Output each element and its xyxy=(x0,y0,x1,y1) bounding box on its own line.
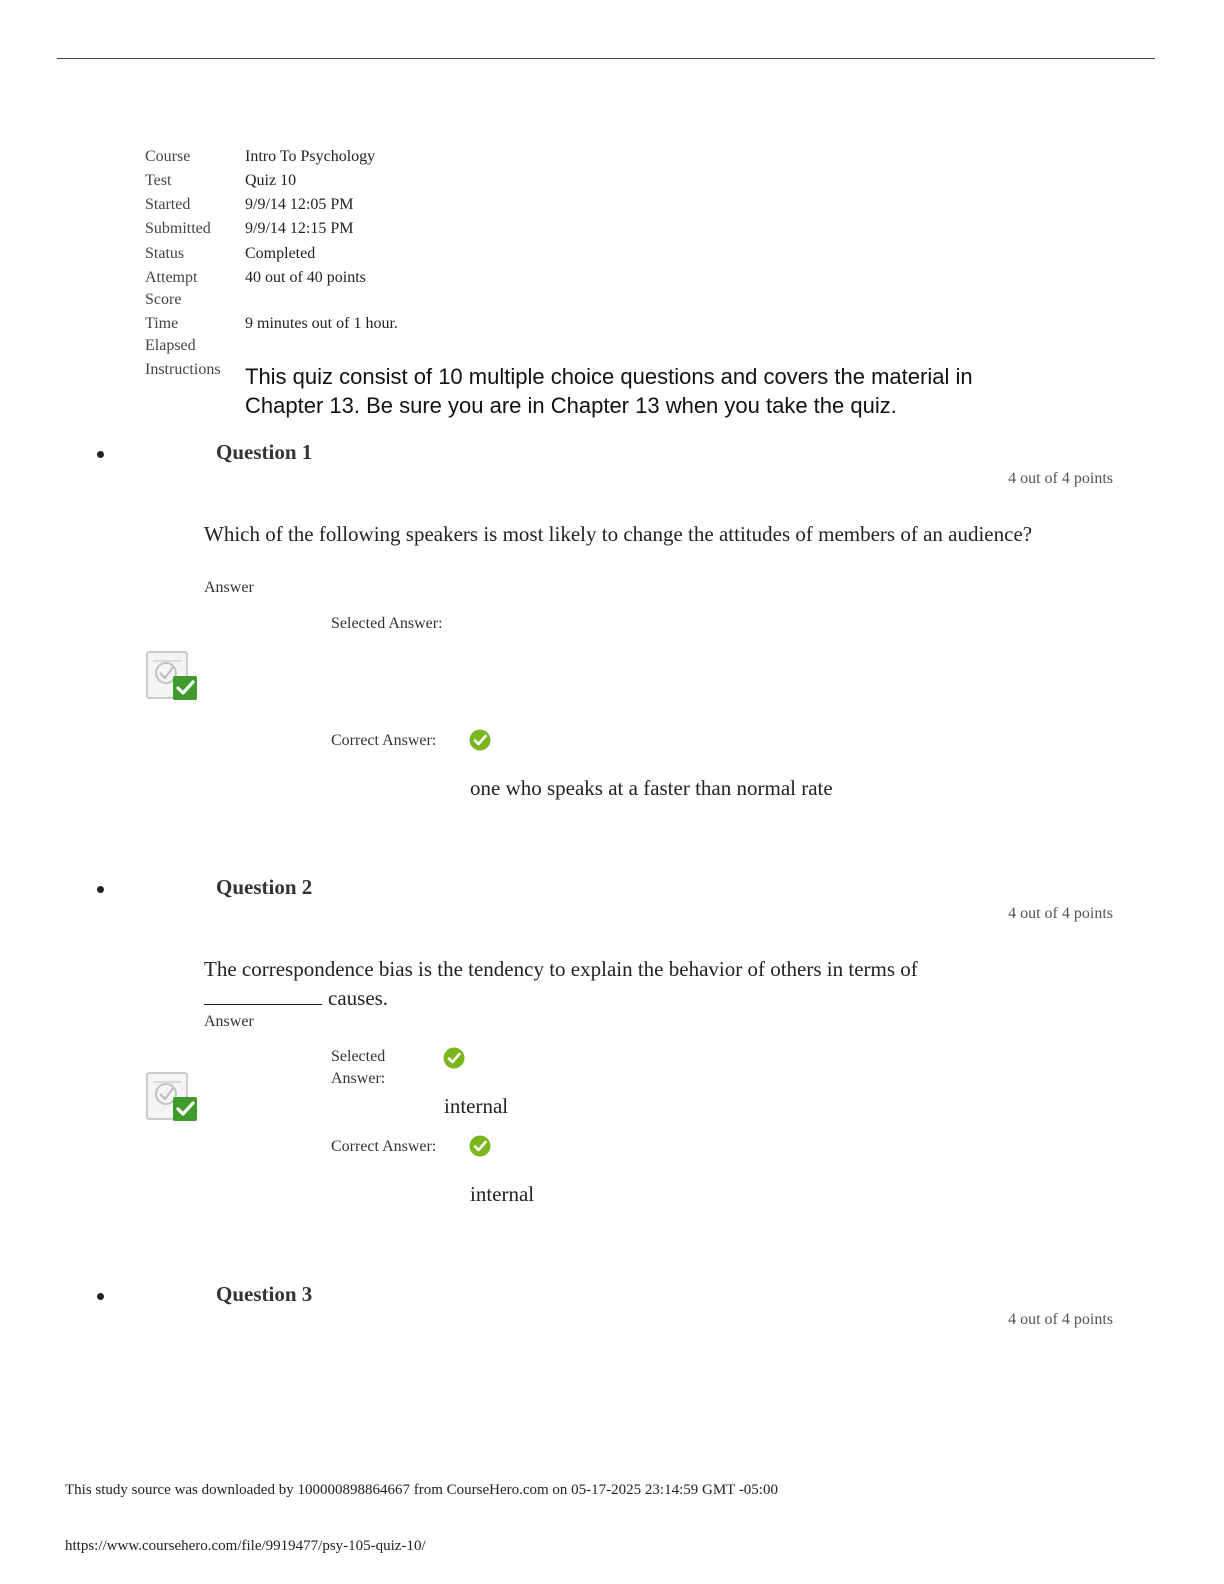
download-source-note: This study source was downloaded by 100000898864667 from CourseHero.com on 05-17-2025 23:14:59 GMT -05:00 xyxy=(65,1482,778,1498)
test-value: Quiz 10 xyxy=(245,172,297,189)
question-3-bullet xyxy=(97,1293,104,1300)
question-1-correct-answer: one who speaks at a faster than normal rate xyxy=(470,776,833,800)
attempt-label-line2: Score xyxy=(145,291,182,308)
question-1-text: Which of the following speakers is most likely to change the attitudes of members of an audience? xyxy=(204,522,1033,546)
time-label-line1: Time xyxy=(145,315,179,332)
question-1-correct-label: Correct Answer: xyxy=(331,732,437,749)
question-2-bullet xyxy=(97,886,104,893)
question-2-text-line2 xyxy=(204,984,1064,1013)
top-rule xyxy=(57,58,1155,59)
selected-check-icon xyxy=(443,1047,465,1069)
selected-label-line2: Answer: xyxy=(331,1070,386,1087)
fill-in-blank xyxy=(204,986,322,1005)
question-1-title: Question 1 xyxy=(216,440,313,464)
meta-row-course xyxy=(145,146,1025,170)
question-1-answer-label: Answer xyxy=(204,579,254,596)
question-2-text-end: causes. xyxy=(328,986,389,1010)
question-2-answer-label: Answer xyxy=(204,1013,254,1030)
meta-row-attempt xyxy=(145,267,1025,313)
test-label: Test xyxy=(145,172,172,189)
time-elapsed-label xyxy=(145,313,245,359)
quiz-metadata xyxy=(145,146,1025,420)
time-label-line2: Elapsed xyxy=(145,337,196,354)
question-2-text xyxy=(204,955,1064,1013)
question-3-title: Question 3 xyxy=(216,1282,313,1306)
attempt-score-label xyxy=(145,267,245,313)
submitted-value: 9/9/14 12:15 PM xyxy=(245,220,354,237)
meta-row-time xyxy=(145,313,1025,359)
question-2-correct-answer: internal xyxy=(470,1182,535,1206)
submitted-label: Submitted xyxy=(145,220,211,237)
course-label: Course xyxy=(145,148,191,165)
meta-row-started xyxy=(145,194,1025,218)
question-2-points: 4 out of 4 points xyxy=(1008,905,1113,922)
attempt-label-line1: Attempt xyxy=(145,269,198,286)
question-2-correct-label: Correct Answer: xyxy=(331,1138,437,1155)
started-value: 9/9/14 12:05 PM xyxy=(245,196,354,213)
graded-correct-icon xyxy=(145,1070,199,1124)
instructions-text: This quiz consist of 10 multiple choice questions and covers the material in Chapter 13. Be sure you are in Chapter 13 when you take the quiz. xyxy=(245,364,973,418)
question-2-text-line1: The correspondence bias is the tendency to explain the behavior of others in terms of xyxy=(204,957,918,981)
started-label: Started xyxy=(145,196,191,213)
meta-row-instructions xyxy=(145,359,1025,420)
course-value: Intro To Psychology xyxy=(245,148,376,165)
source-url[interactable]: https://www.coursehero.com/file/9919477/psy-105-quiz-10/ xyxy=(65,1538,426,1554)
meta-row-submitted xyxy=(145,218,1025,243)
question-1-selected-label: Selected Answer: xyxy=(331,615,443,632)
selected-label-line1: Selected xyxy=(331,1048,386,1065)
status-label: Status xyxy=(145,245,185,262)
correct-check-icon xyxy=(469,1135,491,1157)
question-3-points: 4 out of 4 points xyxy=(1008,1311,1113,1328)
time-elapsed-value: 9 minutes out of 1 hour. xyxy=(245,315,398,332)
question-2-selected-label xyxy=(331,1046,385,1090)
instructions-label: Instructions xyxy=(145,361,221,378)
status-value: Completed xyxy=(245,245,316,262)
attempt-score-value: 40 out of 40 points xyxy=(245,269,366,286)
question-1-bullet xyxy=(97,451,104,458)
correct-check-icon xyxy=(469,729,491,751)
question-2-selected-answer: internal xyxy=(444,1094,509,1118)
question-1-points: 4 out of 4 points xyxy=(1008,470,1113,487)
meta-row-test xyxy=(145,170,1025,194)
question-2-title: Question 2 xyxy=(216,875,313,899)
meta-row-status xyxy=(145,243,1025,267)
graded-correct-icon xyxy=(145,649,199,703)
